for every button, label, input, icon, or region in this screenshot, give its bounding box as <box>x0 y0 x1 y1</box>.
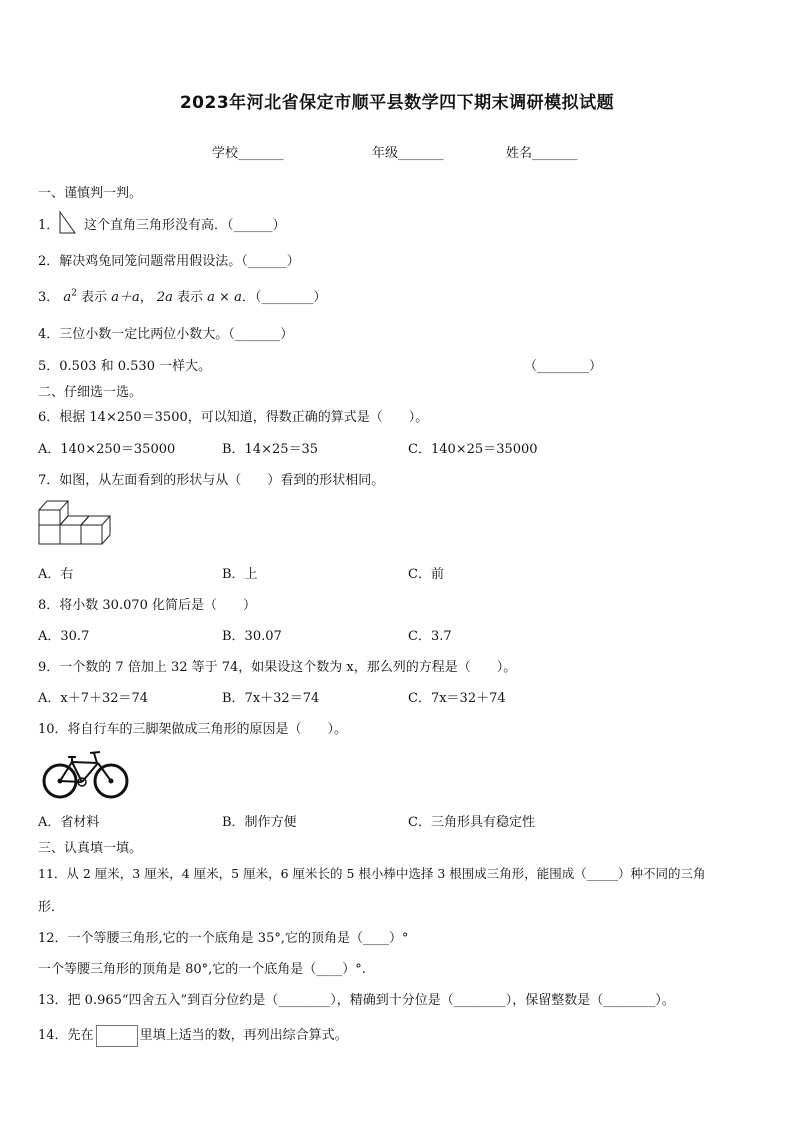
q6-option-b[interactable]: B．14×25＝35 <box>222 442 319 457</box>
right-triangle-figure <box>58 210 78 236</box>
q14-text-2: 里填上适当的数，再列出综合算式。 <box>139 1028 348 1043</box>
q10-number: 10． <box>38 722 68 737</box>
q9-text: 一个数的 7 倍加上 32 等于 74，如果设这个数为 x，那么列的方程是（ ）。 <box>59 660 517 675</box>
name-field[interactable]: 姓名_______ <box>506 146 578 161</box>
q7-number: 7． <box>38 473 60 488</box>
q3-word-2: 表示 <box>172 290 208 305</box>
q3-number: 3． <box>38 290 60 305</box>
q8-number: 8． <box>38 598 60 613</box>
q12-text: 一个等腰三角形,它的一个底角是 35°,它的顶角是（____）° <box>67 931 409 946</box>
q12-line-2: 一个等腰三角形的顶角是 80°,它的一个底角是（____）°. <box>38 962 366 977</box>
q4-text: 三位小数一定比两位小数大。（_______） <box>59 327 294 342</box>
q8-option-a[interactable]: A．30.7 <box>38 629 90 644</box>
q14-answer-box[interactable] <box>96 1025 138 1047</box>
q2-number: 2． <box>38 254 60 269</box>
q8-option-b[interactable]: B．30.07 <box>222 629 282 644</box>
q1-number: 1． <box>38 218 60 233</box>
q12-number: 12． <box>38 931 68 946</box>
cubes-figure <box>38 498 114 548</box>
q9-number: 9． <box>38 660 60 675</box>
q3-expr-2: 2a <box>156 290 173 305</box>
q3-exponent: 2 <box>71 288 77 299</box>
q14-number: 14． <box>38 1028 68 1043</box>
question-5 <box>38 355 211 374</box>
question-14 <box>38 1024 348 1047</box>
q14-text-1: 先在 <box>67 1028 94 1043</box>
section-2-heading: 二、仔细选一选。 <box>38 385 143 400</box>
question-6 <box>38 406 428 425</box>
q9-option-a[interactable]: A．x＋7＋32＝74 <box>38 691 149 706</box>
section-1-heading: 一、谨慎判一判。 <box>38 186 143 201</box>
grade-field[interactable]: 年级_______ <box>372 146 444 161</box>
q10-option-a[interactable]: A．省材料 <box>38 815 100 830</box>
section-3-heading: 三、认真填一填。 <box>38 841 143 856</box>
q5-number: 5． <box>38 359 60 374</box>
q7-option-c[interactable]: C．前 <box>408 567 444 582</box>
page-title: 2023年河北省保定市顺平县数学四下期末调研模拟试题 <box>179 93 615 113</box>
question-10 <box>38 718 347 737</box>
q9-option-b[interactable]: B．7x＋32＝74 <box>222 691 320 706</box>
q1-text: 这个直角三角形没有高．（______） <box>84 218 286 233</box>
q10-option-c[interactable]: C．三角形具有稳定性 <box>408 815 535 830</box>
q3-expr-1: a＋a <box>111 290 140 305</box>
q6-number: 6． <box>38 410 60 425</box>
q11-text: 从 2 厘米，3 厘米，4 厘米，5 厘米，6 厘米长的 5 根小棒中选择 3 根围成三角形，能围成（_____）种不同的三角 <box>66 866 706 881</box>
q8-option-c[interactable]: C．3.7 <box>408 629 452 644</box>
q8-text: 将小数 30.070 化简后是（ ） <box>59 598 257 613</box>
q3-comma: ， <box>139 290 153 305</box>
school-field[interactable]: 学校_______ <box>212 146 284 161</box>
question-4 <box>38 323 293 342</box>
bicycle-figure <box>40 748 132 800</box>
q13-number: 13． <box>38 993 68 1008</box>
q5-blank: （________） <box>524 359 603 374</box>
q6-option-c[interactable]: C．140×25＝35000 <box>408 442 538 457</box>
q5-text: 0.503 和 0.530 一样大。 <box>59 359 212 374</box>
q4-number: 4． <box>38 327 60 342</box>
q3-word-1: 表示 <box>76 290 112 305</box>
q11-number: 11． <box>38 866 67 881</box>
q7-option-a[interactable]: A．右 <box>38 567 74 582</box>
question-8 <box>38 594 256 613</box>
question-13 <box>38 989 675 1008</box>
question-9 <box>38 656 516 675</box>
question-7 <box>38 469 384 488</box>
question-1 <box>38 214 59 233</box>
q3-a: a <box>63 290 72 305</box>
q6-text: 根据 14×250＝3500，可以知道，得数正确的算式是（ ）。 <box>59 410 429 425</box>
question-11 <box>38 864 706 882</box>
q10-text: 将自行车的三脚架做成三角形的原因是（ ）。 <box>67 722 348 737</box>
q3-expr-3: a × a <box>207 290 242 305</box>
q13-text: 把 0.965“四舍五入”到百分位约是（________），精确到十分位是（________），保留整数是（________）。 <box>67 993 675 1008</box>
question-12 <box>38 927 409 946</box>
q6-option-a[interactable]: A．140×250＝35000 <box>38 442 176 457</box>
q7-option-b[interactable]: B．上 <box>222 567 258 582</box>
q9-option-c[interactable]: C．7x＝32＋74 <box>408 691 506 706</box>
question-3 <box>38 286 326 305</box>
q11-continuation: 形． <box>38 900 65 915</box>
q10-option-b[interactable]: B．制作方便 <box>222 815 297 830</box>
q2-text: 解决鸡兔同笼问题常用假设法。（______） <box>59 254 300 269</box>
q3-blank: ．（________） <box>241 290 327 305</box>
question-2 <box>38 250 300 269</box>
q7-text: 如图，从左面看到的形状与从（ ）看到的形状相同。 <box>59 473 385 488</box>
